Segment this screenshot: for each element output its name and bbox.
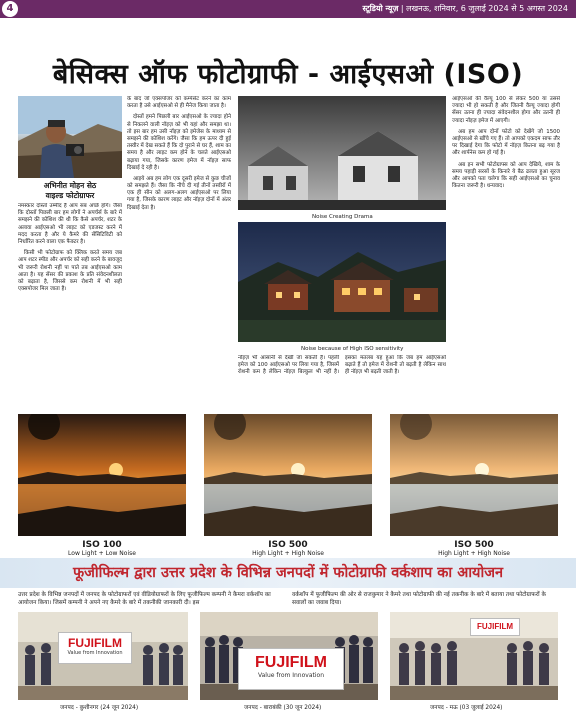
article-column-1 xyxy=(18,203,122,408)
iso-500-desc-1: High Light + High Noise xyxy=(252,549,324,557)
article-column-4 xyxy=(452,96,560,408)
article-column-2 xyxy=(127,96,231,408)
column-4-paragraph: अब हम आप दोनों फोटो को देखेंगे जो 1500 आईएसओ से खींचे गए हैं। तो आपको एकदम साफ तौर पर दिखाई देगा कि फोटो में नॉइज़ कितना बढ़ गया है और शार्पनेस कम हो गई है। xyxy=(452,128,560,157)
column-3-paragraph: नॉइज़ भी आसानी से देखी जा सकती है। पहली इमेज को 100 आईएसओ पर लिया गया है, जिसमें रोशनी कम है लेकिन नॉइज़ बिल्कुल भी नहीं है। इसका मतलब यह हुआ कि जब हम आईएसओ बढ़ाते हैं तो इमेज में रोशनी तो बढ़ती है लेकिन साथ ही नॉइज़ भी बढ़ती जाती है। xyxy=(238,355,446,376)
iso-500-desc-2: High Light + High Noise xyxy=(438,549,510,557)
iso-500-caption-2 xyxy=(390,541,558,557)
iso-500-caption-1 xyxy=(204,541,372,557)
author-name: अभिनीत मोहन सेठ xyxy=(43,181,97,190)
column-2-paragraph: के बाद जो एक्सपोजर को कम्पेंसेट करने का काम करता है उसे आईएसओ से ही मैनेज किया जाता है। xyxy=(127,96,231,110)
issue-date: | लखनऊ, शनिवार, 6 जुलाई 2024 से 5 अगस्त 2024 xyxy=(398,4,568,13)
newspaper-name: स्टूडियो न्यूज़ xyxy=(362,4,399,13)
article-headline: बेसिक्स ऑफ फोटोग्राफी - आईएसओ (ISO) xyxy=(52,59,524,90)
iso-100-desc: Low Light + Low Noise xyxy=(68,549,136,557)
iso-100-caption xyxy=(18,541,186,557)
workshop-text-right: वर्कशॉप में फूजीफिल्म की ओर से राजकुमार ने कैमरे तथा फोटोग्राफी की नई तकनीक के बारे में बताया तथा फोटोग्राफरों के सवालों का जवाब दिया। xyxy=(292,592,546,606)
iso-500-label-2: ISO 500 xyxy=(454,540,494,550)
event-caption-kushinagar: जनपद - कुशीनगर (24 जून 2024) xyxy=(60,705,139,711)
issue-line xyxy=(362,3,568,14)
column-2-paragraph: आइये अब हम लोग एक दूसरी इमेज से कुछ चीजों को समझते हैं। जैसा कि नीचे दी गई तीनों तस्वीरों में एक ही सीन को अलग-अलग आईएसओ पर लिया गया है, जिसके कारण लाइट और नॉइज़ दोनों में अंतर दिखाई देता है। xyxy=(127,175,231,211)
column-1-paragraph: किसी भी फोटोग्राफ को क्लिक करते समय जब आप शटर स्पीड और अपर्चर को सही करने के बावजूद भी जरूरी रोशनी नहीं पा पाते तब आईएसओ काम आता है। यह सेंसर की प्रकाश के प्रति संवेदनशीलता को बढ़ाता है, जिससे कम रोशनी में भी सही एक्सपोजर मिल जाता है। xyxy=(18,250,122,293)
fujifilm-logo: FUJIFILM xyxy=(255,654,327,671)
fujifilm-tagline: Value from Innovation xyxy=(257,672,325,679)
high-iso-noise-photo xyxy=(238,222,446,342)
iso-100-photo xyxy=(18,414,186,536)
workshop-text-left: उत्तर प्रदेश के विभिन्न जनपदों में जनपद के फोटोग्राफरों एवं वीडियोग्राफरों के लिए फूजीफिल्म कम्पनी ने कैमरा वर्कशॉप का आयोजन किया। जिसमें कम्पनी ने अपने नए कैमरे के बारे में तकनीकी जानकारी दी। इस xyxy=(18,592,271,606)
workshop-headline: फूजीफिल्म द्वारा उत्तर प्रदेश के विभिन्न जनपदों में फोटोग्राफी वर्कशाप का आयोजन xyxy=(72,565,504,581)
article-column-3 xyxy=(238,355,446,409)
high-iso-caption: Noise because of High ISO sensitivity xyxy=(301,346,404,352)
fujifilm-logo: FUJIFILM xyxy=(68,636,122,650)
noise-drama-photo xyxy=(238,96,446,210)
column-1-paragraph: नमस्कार दोस्तों उम्मीद है आप सब अच्छे होंगे। जैसा कि दोस्तों पिछली बार हम लोगों ने अपर्चर्स के बारे में समझने की कोशिश की थी कि कैसे अपर्चर, शटर के अलावा आईएसओ भी लाइट को एडजस्ट करने में मदद करता है और ये कैमरे की सेंसिटिविटी को निर्धारित करने वाला एक फैक्टर है। xyxy=(18,203,122,245)
iso-500-label-1: ISO 500 xyxy=(268,540,308,550)
iso-500-photo-2 xyxy=(390,414,558,536)
iso-500-photo-1 xyxy=(204,414,372,536)
column-4-paragraph: आईएसओ की वैल्यू 100 से लेकर 500 या उससे ज्यादा भी हो सकती है और जितनी वैल्यू ज्यादा होगी सेंसर उतना ही ज्यादा संवेदनशील होगा और उतनी ही ज्यादा नॉइज़ इमेज में आएगी। xyxy=(452,96,560,124)
fujifilm-tagline: Value from Innovation xyxy=(67,650,123,656)
fujifilm-banner-1 xyxy=(58,632,132,664)
column-2-paragraph: दोस्तों हमने पिछली बार आईएसओ के ज्यादा होने से निकलने वाली नॉइज़ को भी यहां और समझा था। तो इस बार हम उसी नॉइज़ को इमेजेस के माध्यम से समझने की कोशिश करेंगे। जैसा कि हम ऊपर दी हुई तस्वीर में देख सकते हैं कि दो पुराने से घर हैं, शाम का समय है और लाइट कम होने के चलते आईएसओ बढ़ाया गया, जिसके कारण इमेज में नॉइज़ साफ दिखाई दे रही है। xyxy=(127,114,231,171)
fujifilm-logo: FUJIFILM xyxy=(477,622,513,631)
event-caption-barabanki: जनपद - बाराबंकी (30 जून 2024) xyxy=(244,705,322,711)
author-photo xyxy=(18,96,122,178)
header-bar xyxy=(0,0,576,18)
author-role: वाइल्ड फोटोग्राफर xyxy=(45,191,95,200)
event-caption-mau: जनपद - मऊ (03 जुलाई 2024) xyxy=(430,705,503,711)
iso-100-label: ISO 100 xyxy=(82,540,122,550)
fujifilm-banner-2 xyxy=(238,648,344,690)
page-number: 4 xyxy=(2,1,18,17)
fujifilm-banner-3 xyxy=(470,618,520,636)
noise-drama-caption: Noise Creating Drama xyxy=(312,214,373,220)
column-4-paragraph: अब इन सभी फोटोग्राफ्स को आप देखिये, शाम के समय पहाड़ी सरसों के किनारे ये बैठ ढलता हुआ सूरज और आपको पता चलेगा कि सही आईएसओ का चुनाव कितना जरूरी है। धन्यवाद। xyxy=(452,161,560,190)
